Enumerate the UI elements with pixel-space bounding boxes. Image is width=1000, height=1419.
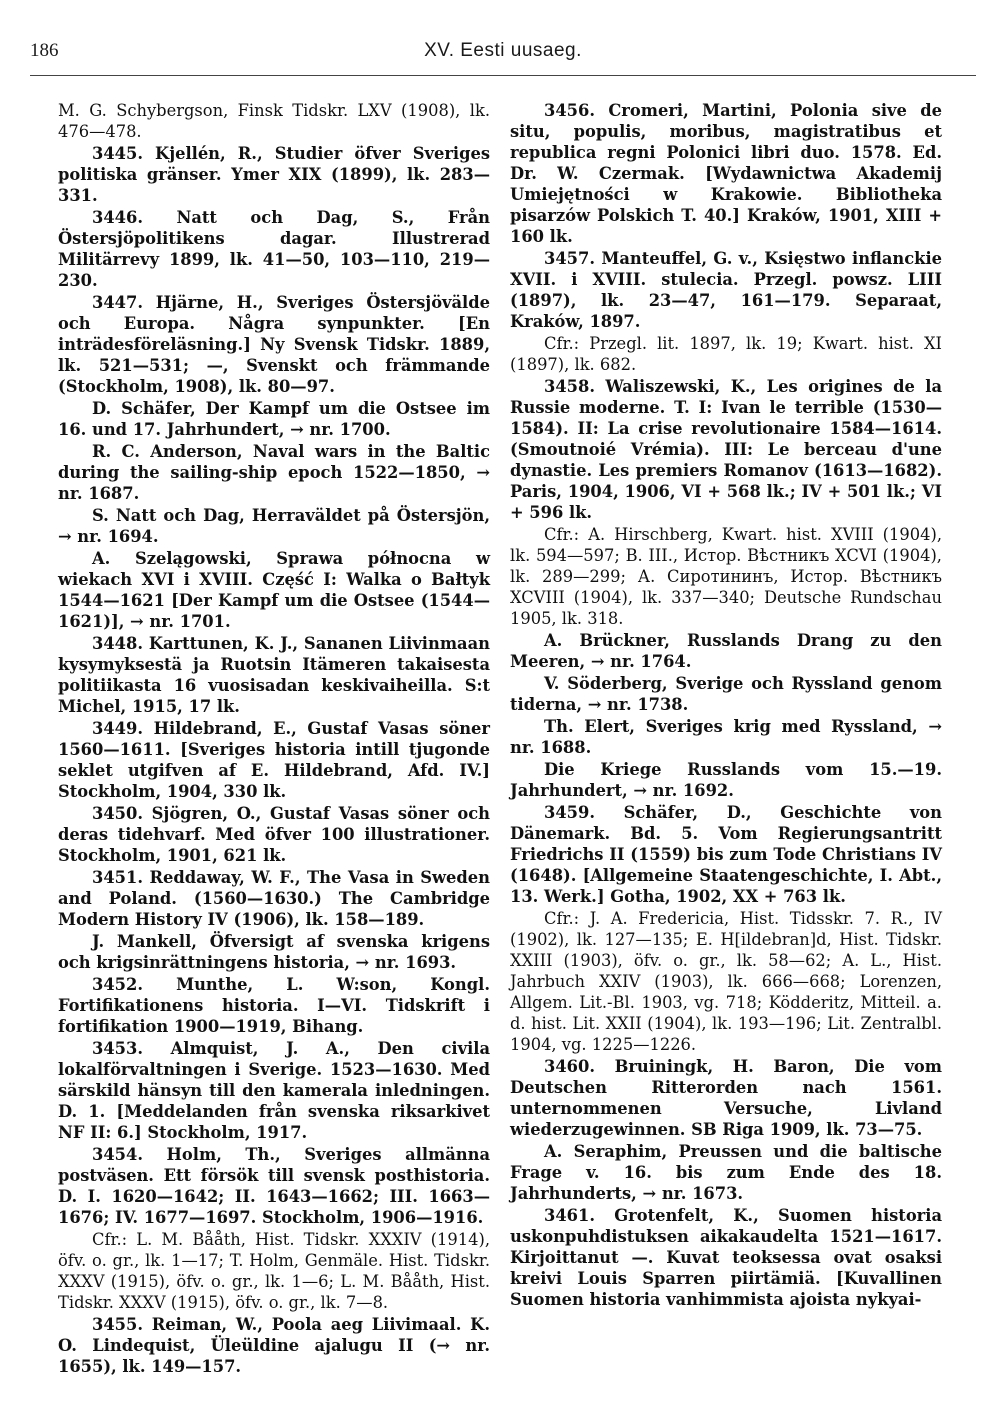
bibliography-entry: 3447. Hjärne, H., Sveriges Östersjövälde och Europa. Några synpunkter. [En inträdesföreläsning.] Ny Svensk Tidskr. 1889, lk. 521—531; —, Svenskt och främmande (Stockholm, 1908), lk. 80—97.	[58, 293, 490, 396]
bibliography-entry: Cfr.: L. M. Bååth, Hist. Tidskr. XXXIV (1914), öfv. o. gr., lk. 1—17; T. Holm, Genmäle. Hist. Tidskr. XXXV (1915), öfv. o. gr., lk. 1—6; L. M. Bååth, Hist. Tidskr. XXXV (1915), öfv. o. gr., lk. 7—8.	[58, 1230, 490, 1312]
page-header	[30, 40, 976, 74]
bibliography-entry: 3448. Karttunen, K. J., Sananen Liivinmaan kysymyksestä ja Ruotsin Itämeren takaisesta politiikasta 16 vuosisadan keskivaiheilla. S:t Michel, 1915, 17 lk.	[58, 634, 490, 716]
bibliography-entry: J. Mankell, Öfversigt af svenska krigens och krigsinrättningens historia, → nr. 1693.	[58, 932, 490, 972]
bibliography-entry: 3456. Cromeri, Martini, Polonia sive de situ, populis, moribus, magistratibus et republica regni Polonici libri duo. 1578. Ed. Dr. W. Czermak. [Wydawnictwa Akademij Umiejętności w Krakowie. Bibliotheka pisarzów Polskich T. 40.] Kraków, 1901, XIII + 160 lk.	[510, 101, 942, 246]
bibliography-entry: Th. Elert, Sveriges krig med Ryssland, → nr. 1688.	[510, 717, 942, 757]
bibliography-entry: 3460. Bruiningk, H. Baron, Die vom Deutschen Ritterorden nach 1561. unternommenen Versuche, Livland wiederzugewinnen. SB Riga 1909, lk. 73—75.	[510, 1057, 942, 1139]
running-title: XV. Eesti uusaeg.	[424, 40, 582, 61]
bibliography-entry: 3445. Kjellén, R., Studier öfver Sveriges politiska gränser. Ymer XIX (1899), lk. 283—331.	[58, 144, 490, 205]
bibliography-entry: 3450. Sjögren, O., Gustaf Vasas söner och deras tidehvarf. Med öfver 100 illustrationer. Stockholm, 1901, 621 lk.	[58, 804, 490, 865]
bibliography-entry: 3458. Waliszewski, K., Les origines de la Russie moderne. T. I: Ivan le terrible (1530—1584). II: La crise revolutionaire 1584—1614. (Smoutnoié Vrémia). III: Le berceau d'une dynastie. Les premiers Romanov (1613—1682). Paris, 1904, 1906, VI + 568 lk.; IV + 501 lk.; VI + 596 lk.	[510, 377, 942, 522]
left-column	[58, 100, 490, 1378]
bibliography-entry: 3451. Reddaway, W. F., The Vasa in Sweden and Poland. (1560—1630.) The Cambridge Modern History IV (1906), lk. 158—189.	[58, 868, 490, 929]
bibliography-entry: V. Söderberg, Sverige och Ryssland genom tiderna, → nr. 1738.	[510, 674, 942, 714]
bibliography-entry: 3459. Schäfer, D., Geschichte von Dänemark. Bd. 5. Vom Regierungsantritt Friedrichs II (1559) bis zum Tode Christians IV (1648). [Allgemeine Staatengeschichte, I. Abt., 13. Werk.] Gotha, 1902, XX + 763 lk.	[510, 803, 942, 906]
bibliography-entry: R. C. Anderson, Naval wars in the Baltic during the sailing-ship epoch 1522—1850, → nr. 1687.	[58, 442, 490, 503]
bibliography-entry: A. Seraphim, Preussen und die baltische Frage v. 16. bis zum Ende des 18. Jahrhunderts, → nr. 1673.	[510, 1142, 942, 1203]
header-rule	[30, 75, 976, 76]
bibliography-entry: S. Natt och Dag, Herraväldet på Östersjön, → nr. 1694.	[58, 506, 490, 546]
bibliography-entry: Cfr.: J. A. Fredericia, Hist. Tidsskr. 7. R., IV (1902), lk. 127—135; E. H[ildebran]d, Hist. Tidskr. XXIII (1903), öfv. o. gr., lk. 58—62; A. L., Hist. Jahrbuch XXIV (1903), lk. 666—668; Lorenzen, Allgem. Lit.-Bl. 1903, vg. 718; Ködderitz, Mitteil. a. d. hist. Lit. XXII (1904), lk. 193—196; Lit. Zentralbl. 1904, vg. 1225—1226.	[510, 909, 942, 1054]
bibliography-entry: 3457. Manteuffel, G. v., Księstwo inflanckie XVII. i XVIII. stulecia. Przegl. powsz. LIII (1897), lk. 23—47, 161—179. Separaat, Kraków, 1897.	[510, 249, 942, 331]
right-column	[510, 100, 942, 1311]
bibliography-entry: 3453. Almquist, J. A., Den civila lokalförvaltningen i Sverige. 1523—1630. Med särskild hänsyn till den kamerala inledningen. D. 1. [Meddelanden från svenska riksarkivet NF II: 6.] Stockholm, 1917.	[58, 1039, 490, 1142]
bibliography-entry: 3461. Grotenfelt, K., Suomen historia uskonpuhdistuksen aikakaudelta 1521—1617. Kirjoittanut —. Kuvat teoksessa ovat osaksi kreivi Louis Sparren piirtämiä. [Kuvallinen Suomen historia vanhimmista ajoista nykyai-	[510, 1206, 942, 1309]
page-number: 186	[30, 40, 59, 61]
bibliography-entry: A. Brückner, Russlands Drang zu den Meeren, → nr. 1764.	[510, 631, 942, 671]
bibliography-entry: D. Schäfer, Der Kampf um die Ostsee im 16. und 17. Jahrhundert, → nr. 1700.	[58, 399, 490, 439]
bibliography-entry: Cfr.: Przegl. lit. 1897, lk. 19; Kwart. hist. XI (1897), lk. 682.	[510, 334, 942, 374]
bibliography-entry: M. G. Schybergson, Finsk Tidskr. LXV (1908), lk. 476—478.	[58, 101, 490, 141]
bibliography-entry: 3446. Natt och Dag, S., Från Östersjöpolitikens dagar. Illustrerad Militärrevy 1899, lk. 41—50, 103—110, 219—230.	[58, 208, 490, 290]
bibliography-entry: 3455. Reiman, W., Poola aeg Liivimaal. K. O. Lindequist, Üleüldine ajalugu II (→ nr. 1655), lk. 149—157.	[58, 1315, 490, 1376]
bibliography-entry: Die Kriege Russlands vom 15.—19. Jahrhundert, → nr. 1692.	[510, 760, 942, 800]
bibliography-entry: Cfr.: A. Hirschberg, Kwart. hist. XVIII (1904), lk. 594—597; B. III., Истор. Вѣстникъ XCVI (1904), lk. 289—299; А. Сиротининъ, Истор. Вѣстникъ XCVIII (1904), lk. 337—340; Deutsche Rundschau 1905, lk. 318.	[510, 525, 942, 628]
bibliography-entry: A. Szelągowski, Sprawa północna w wiekach XVI i XVIII. Część I: Walka o Bałtyk 1544—1621 [Der Kampf um die Ostsee (1544—1621)], → nr. 1701.	[58, 549, 490, 631]
bibliography-entry: 3449. Hildebrand, E., Gustaf Vasas söner 1560—1611. [Sveriges historia intill tjugonde seklet utgifven af E. Hildebrand, Afd. IV.] Stockholm, 1904, 330 lk.	[58, 719, 490, 801]
bibliography-entry: 3452. Munthe, L. W:son, Kongl. Fortifikationens historia. I—VI. Tidskrift i fortifikation 1900—1919, Bihang.	[58, 975, 490, 1036]
bibliography-entry: 3454. Holm, Th., Sveriges allmänna postväsen. Ett försök till svensk posthistoria. D. I. 1620—1642; II. 1643—1662; III. 1663—1676; IV. 1677—1697. Stockholm, 1906—1916.	[58, 1145, 490, 1227]
